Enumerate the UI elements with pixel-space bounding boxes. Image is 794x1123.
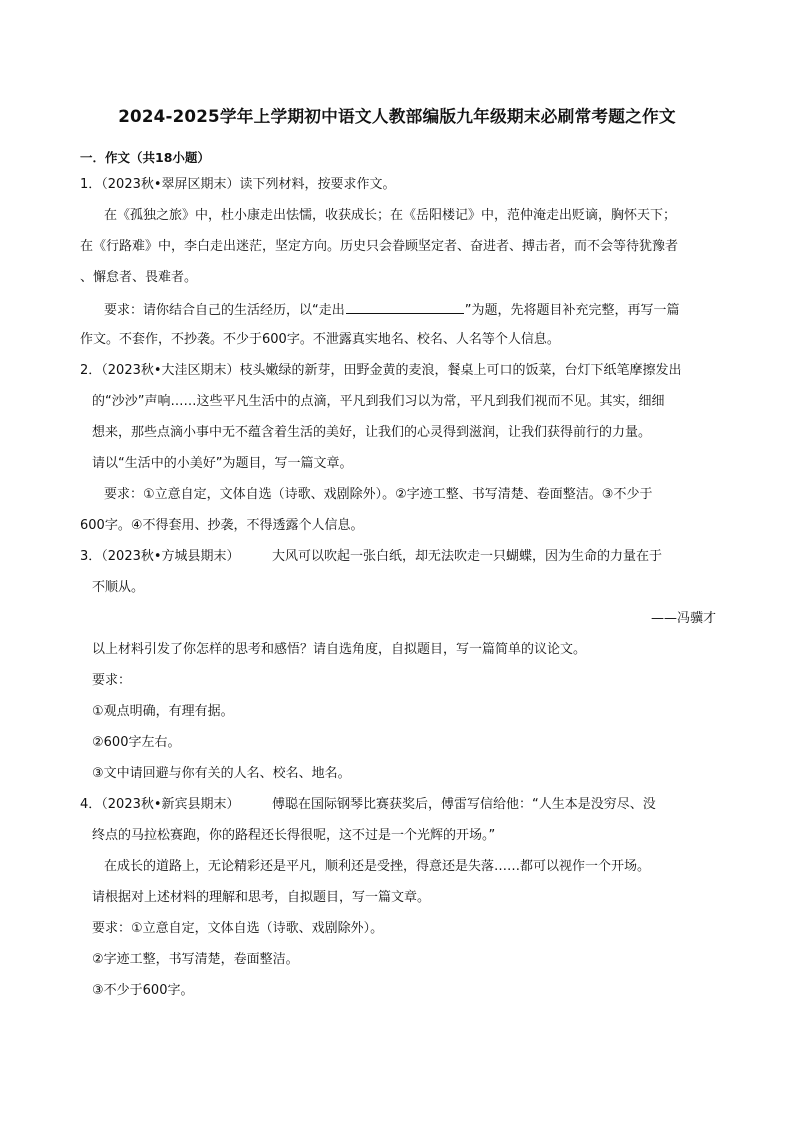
q4-heading: 4．（2023秋•新宾县期末） 傅聪在国际钢琴比赛获奖后，傅雷写信给他：“人生本是没穷尽、没 bbox=[80, 797, 656, 812]
title-blank-line bbox=[346, 301, 464, 314]
q4-requirement-3: ③不少于600字。 bbox=[92, 983, 194, 998]
q2-requirement-line-1: 要求：①立意自定，文体自选（诗歌、戏剧除外）。②字迹工整、书写清楚、卷面整洁。③不少于 bbox=[104, 487, 653, 502]
q2-prompt: 请以“生活中的小美好”为题目，写一篇文章。 bbox=[92, 456, 353, 471]
document-title: 2024-2025学年上学期初中语文人教部编版九年级期末必刷常考题之作文 bbox=[118, 106, 676, 126]
q3-requirement-2: ②600字左右。 bbox=[92, 735, 181, 750]
q1-requirement-line-1 bbox=[104, 301, 680, 319]
q4-line-2: 终点的马拉松赛跑，你的路程还长得很呢，这不过是一个光辉的开场。” bbox=[92, 828, 496, 843]
q1-requirement-suffix: ”为题，先将题目补充完整，再写一篇 bbox=[464, 303, 680, 318]
q4-prompt: 请根据对上述材料的理解和思考，自拟题目，写一篇文章。 bbox=[92, 890, 431, 905]
q4-requirement-1: 要求：①立意自定，文体自选（诗歌、戏剧除外）。 bbox=[92, 921, 384, 936]
q1-material-line-2: 在《行路难》中，李白走出迷茫，坚定方向。历史只会眷顾坚定者、奋进者、搏击者，而不会等待犹豫者 bbox=[80, 239, 679, 254]
q1-material-line-1: 在《孤独之旅》中，杜小康走出怯懦，收获成长；在《岳阳楼记》中，范仲淹走出贬谪，胸怀天下； bbox=[104, 208, 677, 223]
q3-prompt: 以上材料引发了你怎样的思考和感悟？请自选角度，自拟题目，写一篇简单的议论文。 bbox=[92, 642, 587, 657]
q3-requirement-1: ①观点明确，有理有据。 bbox=[92, 704, 234, 719]
q2-heading: 2．（2023秋•大洼区期末）枝头嫩绿的新芽，田野金黄的麦浪，餐桌上可口的饭菜，台灯下纸笔摩擦发出 bbox=[80, 363, 682, 378]
q1-requirement-prefix: 要求：请你结合自己的生活经历，以“走出 bbox=[104, 303, 345, 318]
section-heading: 一．作文（共18小题） bbox=[80, 150, 210, 165]
q4-line-3: 在成长的道路上，无论精彩还是平凡，顺利还是受挫，得意还是失落……都可以视作一个开场。 bbox=[104, 859, 651, 874]
q1-requirement-line-2: 作文。不套作，不抄袭。不少于600字。不泄露真实地名、校名、人名等个人信息。 bbox=[80, 332, 560, 347]
q2-line-2: 的“沙沙”声响……这些平凡生活中的点滴，平凡到我们习以为常，平凡到我们视而不见。其实，细细 bbox=[92, 394, 665, 409]
q3-requirement-label: 要求： bbox=[92, 673, 132, 688]
q1-material-line-3: 、懈怠者、畏难者。 bbox=[80, 270, 198, 285]
q2-line-3: 想来，那些点滴小事中无不蕴含着生活的美好，让我们的心灵得到滋润，让我们获得前行的力量。 bbox=[92, 425, 652, 440]
q2-requirement-line-2: 600字。④不得套用、抄袭，不得透露个人信息。 bbox=[80, 518, 364, 533]
q3-requirement-3: ③文中请回避与你有关的人名、校名、地名。 bbox=[92, 766, 351, 781]
q3-line-2: 不顺从。 bbox=[92, 580, 145, 595]
q1-heading: 1．（2023秋•翠屏区期末）读下列材料，按要求作文。 bbox=[80, 177, 396, 192]
q4-requirement-2: ②字迹工整，书写清楚，卷面整洁。 bbox=[92, 952, 299, 967]
q3-signature: ——冯骥才 bbox=[650, 611, 716, 626]
q3-heading: 3．（2023秋•方城县期末） 大风可以吹起一张白纸，却无法吹走一只蝴蝶，因为生命的力量在于 bbox=[80, 549, 663, 564]
